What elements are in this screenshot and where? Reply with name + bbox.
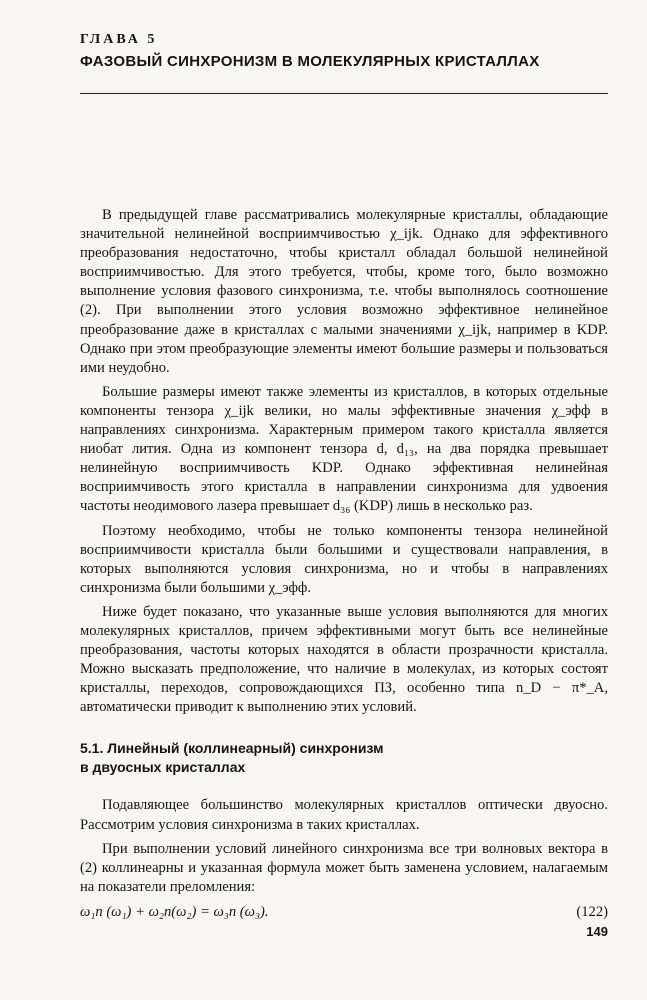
section-heading-line-2: в двуосных кристаллах [80,759,246,776]
section-paragraph-2: При выполнении условий линейного синхронизма все три волновых вектора в (2) коллинеарны и указанная формула может быть заменена условием, налагаемым на показатели преломления: [80,840,608,895]
body-text [80,206,608,923]
paragraph-3: Поэтому необходимо, чтобы не только компоненты тензора нелинейной восприимчивости кристалла были большими и существовали направления, в которых выполняются условия синхронизма, но и чтобы в направлениях синхронизма были большими χ_эфф. [80,522,608,596]
formula-122 [80,903,608,923]
section-paragraph-1: Подавляющее большинство молекулярных кристаллов оптически двуосно. Рассмотрим условия синхронизма в таких кристаллах. [80,797,608,833]
paragraph-2: Большие размеры имеют также элементы из кристаллов, в которых отдельные компоненты тензора χ_ijk велики, но малы эффективные значения χ_эфф в направлениях синхронизма. Характерным примером такого кристалла является ниобат лития. Одна из компонент тензора d, d₁₃, на два порядка превышает нелинейную восприимчивость KDP. Однако эффективная нелинейная восприимчивость этого кристалла в направлении синхронизма для удвоения частоты неодимового лазера превышает d₃₆ (KDP) лишь в несколько раз. [80,383,608,515]
chapter-label: ГЛАВА 5 [80,32,158,47]
paragraph-4: Ниже будет показано, что указанные выше условия выполняются для многих молекулярных кристаллов, причем эффективными могут быть все нелинейные преобразования, частоты которых находятся в области прозрачности кристалла. Можно высказать предположение, что наличие в молекулах, из которых состоят кристаллы, переходов, сопровождающихся ПЗ, особенно типа n_D − π*_A, автоматически приводит к выполнению этих условий. [80,603,608,716]
formula-expression: ω₁n (ω₁) + ω₂n(ω₂) = ω₃n (ω₃). [80,903,269,920]
header-divider [80,93,608,94]
formula-number: (122) [576,903,608,920]
section-heading [80,739,608,777]
paragraph-1: В предыдущей главе рассматривались молекулярные кристаллы, обладающие значительной нелинейной восприимчивостью χ_ijk. Однако для эффективного преобразования недостаточно, чтобы кристалл обладал большой нелинейной восприимчивостью. Для этого требуется, чтобы, кроме того, было возможно выполнение условия фазового синхронизма, т.е. чтобы выполнялось соотношение (2). При выполнении этого условия возможно эффективное нелинейное преобразование даже в кристаллах с малыми значениями χ_ijk, например в KDP. Однако при этом преобразующие элементы имеют большие размеры и пользоваться ими неудобно. [80,207,608,376]
chapter-title: ФАЗОВЫЙ СИНХРОНИЗМ В МОЛЕКУЛЯРНЫХ КРИСТАЛЛАХ [80,53,540,70]
page-number: 149 [586,924,608,939]
section-heading-line-1: 5.1. Линейный (коллинеарный) синхронизм [80,740,384,757]
